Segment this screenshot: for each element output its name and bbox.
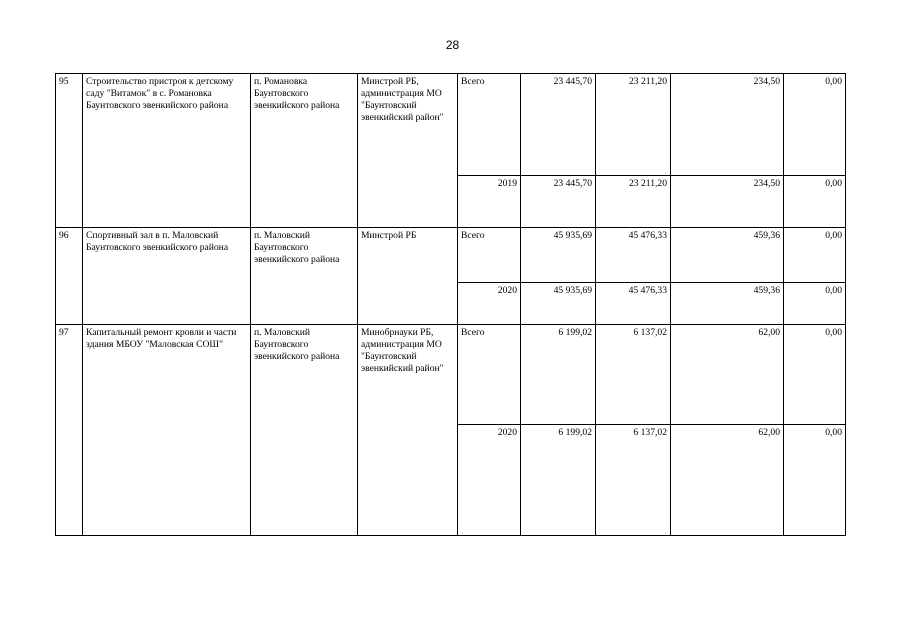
object-name: Спортивный зал в п. Маловский Баунтовского эвенкийского района (83, 228, 251, 325)
total-value: 6 199,02 (521, 325, 596, 425)
period-label: Всего (458, 325, 521, 425)
period-label: 2019 (458, 176, 521, 228)
total-value: 6 199,02 (521, 425, 596, 536)
table-row (56, 74, 846, 176)
object-location: п. Маловский Баунтовского эвенкийского района (251, 228, 358, 325)
period-label: Всего (458, 228, 521, 283)
customer: Минстрой РБ (358, 228, 458, 325)
local-value: 0,00 (784, 176, 846, 228)
federal-value: 23 211,20 (596, 74, 671, 176)
federal-value: 45 476,33 (596, 283, 671, 325)
row-number: 96 (56, 228, 83, 325)
period-label: 2020 (458, 283, 521, 325)
total-value: 23 445,70 (521, 176, 596, 228)
object-name: Строительство пристроя к детскому саду "Витамок" в с. Романовка Баунтовского эвенкийского района (83, 74, 251, 228)
total-value: 23 445,70 (521, 74, 596, 176)
regional-value: 234,50 (671, 74, 784, 176)
regional-value: 62,00 (671, 425, 784, 536)
page-number: 28 (445, 38, 460, 52)
local-value: 0,00 (784, 228, 846, 283)
row-number: 95 (56, 74, 83, 228)
program-table (55, 73, 846, 536)
regional-value: 234,50 (671, 176, 784, 228)
local-value: 0,00 (784, 325, 846, 425)
object-name: Капитальный ремонт кровли и части здания МБОУ "Маловская СОШ" (83, 325, 251, 536)
regional-value: 62,00 (671, 325, 784, 425)
table-row (56, 325, 846, 425)
federal-value: 6 137,02 (596, 425, 671, 536)
regional-value: 459,36 (671, 228, 784, 283)
customer: Минобрнауки РБ, администрация МО "Баунтовский эвенкийский район" (358, 325, 458, 536)
local-value: 0,00 (784, 283, 846, 325)
customer: Минстрой РБ, администрация МО "Баунтовский эвенкийский район" (358, 74, 458, 228)
regional-value: 459,36 (671, 283, 784, 325)
object-location: п. Романовка Баунтовского эвенкийского района (251, 74, 358, 228)
federal-value: 23 211,20 (596, 176, 671, 228)
row-number: 97 (56, 325, 83, 536)
table-row (56, 228, 846, 283)
federal-value: 6 137,02 (596, 325, 671, 425)
period-label: 2020 (458, 425, 521, 536)
federal-value: 45 476,33 (596, 228, 671, 283)
local-value: 0,00 (784, 74, 846, 176)
local-value: 0,00 (784, 425, 846, 536)
period-label: Всего (458, 74, 521, 176)
total-value: 45 935,69 (521, 283, 596, 325)
total-value: 45 935,69 (521, 228, 596, 283)
object-location: п. Маловский Баунтовского эвенкийского района (251, 325, 358, 536)
